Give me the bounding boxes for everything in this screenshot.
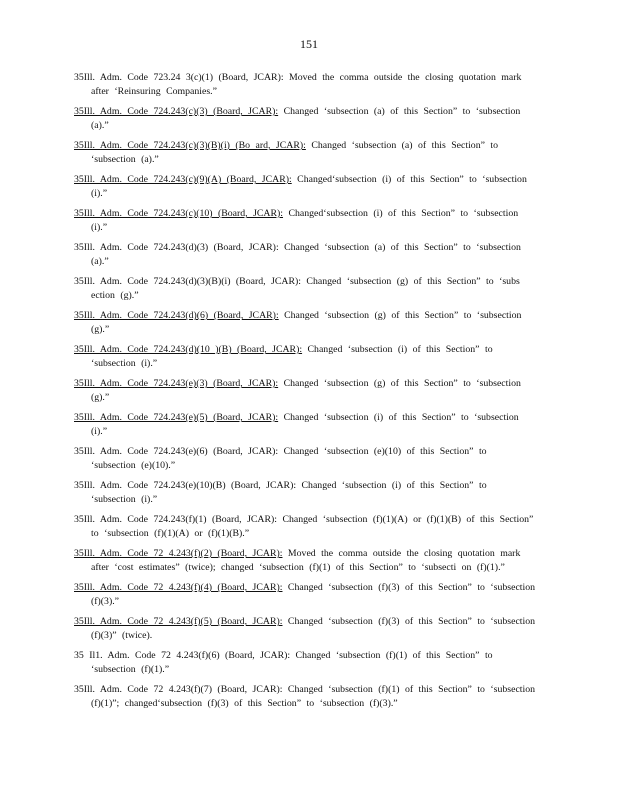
entry-description: Changed ‘subsection (f)(1) of this Section” to ‘subsection (f)(1)”; changed‘subsection (f)(3) of this Section” to ‘subsection (f)(3).”: [91, 684, 536, 709]
entry-citation: 35Ill. Adm. Code 724.243(e)(3) (Board, JCAR):: [74, 378, 279, 389]
entry-citation: 35Ill. Adm. Code 72 4.243(f)(2) (Board, JCAR):: [74, 548, 283, 559]
entry-citation: 35Ill. Adm. Code 72 4.243(f)(7) (Board, JCAR):: [74, 684, 283, 695]
amendment-entry: [74, 343, 536, 371]
amendment-entry: [74, 615, 536, 643]
entry-description: Moved the comma outside the closing quotation mark after ‘cost estimates” (twice); changed ‘subsection (f)(1) of this Section” to ‘subsecti on (f)(1).”: [91, 548, 521, 573]
entry-description: Changed ‘subsection (f)(3) of this Section” to ‘subsection (f)(3).”: [91, 582, 536, 607]
entry-description: Changed ‘subsection (a) of this Section” to ‘subsection (a).”: [91, 140, 499, 165]
entry-citation: 35Ill. Adm. Code 724.243(e)(5) (Board, JCAR):: [74, 412, 279, 423]
amendment-entry: [74, 71, 536, 99]
entry-description: Changed ‘subsection (f)(3) of this Section” to ‘subsection (f)(3)” (twice).: [91, 616, 536, 641]
amendment-entry: [74, 581, 536, 609]
entry-description: Changed ‘subsection (e)(10) of this Section” to ‘subsection (e)(10).”: [91, 446, 487, 471]
amendment-entry: [74, 683, 536, 711]
amendment-entry: [74, 139, 536, 167]
entry-description: Changed‘subsection (i) of this Section” to ‘subsection (i).”: [91, 208, 519, 233]
entry-description: Changed‘subsection (i) of this Section” to ‘subsection (i).”: [91, 174, 527, 199]
entry-citation: 35Ill. Adm. Code 724.243(d)(3) (Board, JCAR):: [74, 242, 279, 253]
entry-description: Changed ‘subsection (f)(1) of this Section” to ‘subsection (f)(1).”: [91, 650, 493, 675]
entry-description: Changed ‘subsection (g) of this Section” to ‘subs ection (g).”: [91, 276, 520, 301]
amendment-list: [74, 71, 536, 717]
amendment-entry: [74, 547, 536, 575]
entry-citation: 35Ill. Adm. Code 724.243(c)(10) (Board, JCAR):: [74, 208, 284, 219]
entry-citation: 35Ill. Adm. Code 723.24 3(c)(1) (Board, JCAR):: [74, 72, 284, 83]
entry-citation: 35Ill. Adm. Code 724.243(e)(10)(B) (Board, JCAR):: [74, 480, 297, 491]
entry-citation: 35Ill. Adm. Code 724.243(e)(6) (Board, JCAR):: [74, 446, 279, 457]
entry-description: Changed ‘subsection (a) of this Section” to ‘subsection (a).”: [91, 106, 521, 131]
entry-citation: 35Ill. Adm. Code 724.243(d)(3)(B)(i) (Board, JCAR):: [74, 276, 301, 287]
amendment-entry: [74, 105, 536, 133]
entry-description: Changed ‘subsection (a) of this Section” to ‘subsection (a).”: [91, 242, 521, 267]
entry-description: Changed ‘subsection (g) of this Section” to ‘subsection (g).”: [91, 310, 522, 335]
amendment-entry: [74, 479, 536, 507]
entry-description: Changed ‘subsection (g) of this Section” to ‘subsection (g).”: [91, 378, 521, 403]
entry-citation: 35Ill. Adm. Code 72 4.243(f)(5) (Board, JCAR):: [74, 616, 283, 627]
entry-citation: 35Ill. Adm. Code 724.243(c)(3) (Board, JCAR):: [74, 106, 279, 117]
entry-description: Changed ‘subsection (i) of this Section” to ‘subsection (i).”: [91, 480, 487, 505]
amendment-entry: [74, 377, 536, 405]
entry-description: Moved the comma outside the closing quotation mark after ‘Reinsuring Companies.”: [91, 72, 522, 97]
entry-citation: 35Ill. Adm. Code 724.243(d)(6) (Board, JCAR):: [74, 310, 279, 321]
amendment-entry: [74, 649, 536, 677]
amendment-entry: [74, 309, 536, 337]
entry-citation: 35 Il1. Adm. Code 72 4.243(f)(6) (Board, JCAR):: [74, 650, 291, 661]
amendment-entry: [74, 207, 536, 235]
amendment-entry: [74, 275, 536, 303]
entry-citation: 35Ill. Adm. Code 724.243(c)(9)(A) (Board, JCAR):: [74, 174, 292, 185]
entry-description: Changed ‘subsection (i) of this Section” to ‘subsection (i).”: [91, 344, 493, 369]
entry-citation: 35Ill. Adm. Code 72 4.243(f)(4) (Board, JCAR):: [74, 582, 283, 593]
entry-description: Changed ‘subsection (i) of this Section” to ‘subsection (i).”: [91, 412, 519, 437]
amendment-entry: [74, 241, 536, 269]
entry-description: Changed ‘subsection (f)(1)(A) or (f)(1)(B) of this Section” to ‘subsection (f)(1)(A) or (f)(1)(B).”: [91, 514, 534, 539]
amendment-entry: [74, 173, 536, 201]
amendment-entry: [74, 411, 536, 439]
amendment-entry: [74, 513, 536, 541]
entry-citation: 35Ill. Adm. Code 724.243(c)(3)(B)(i) (Bo ard, JCAR):: [74, 140, 306, 151]
amendment-entry: [74, 445, 536, 473]
entry-citation: 35Ill. Adm. Code 724.243(f)(1) (Board, JCAR):: [74, 514, 278, 525]
entry-citation: 35Ill. Adm. Code 724.243(d)(10 )(B) (Board, JCAR):: [74, 344, 303, 355]
page-number: 151: [300, 37, 318, 51]
